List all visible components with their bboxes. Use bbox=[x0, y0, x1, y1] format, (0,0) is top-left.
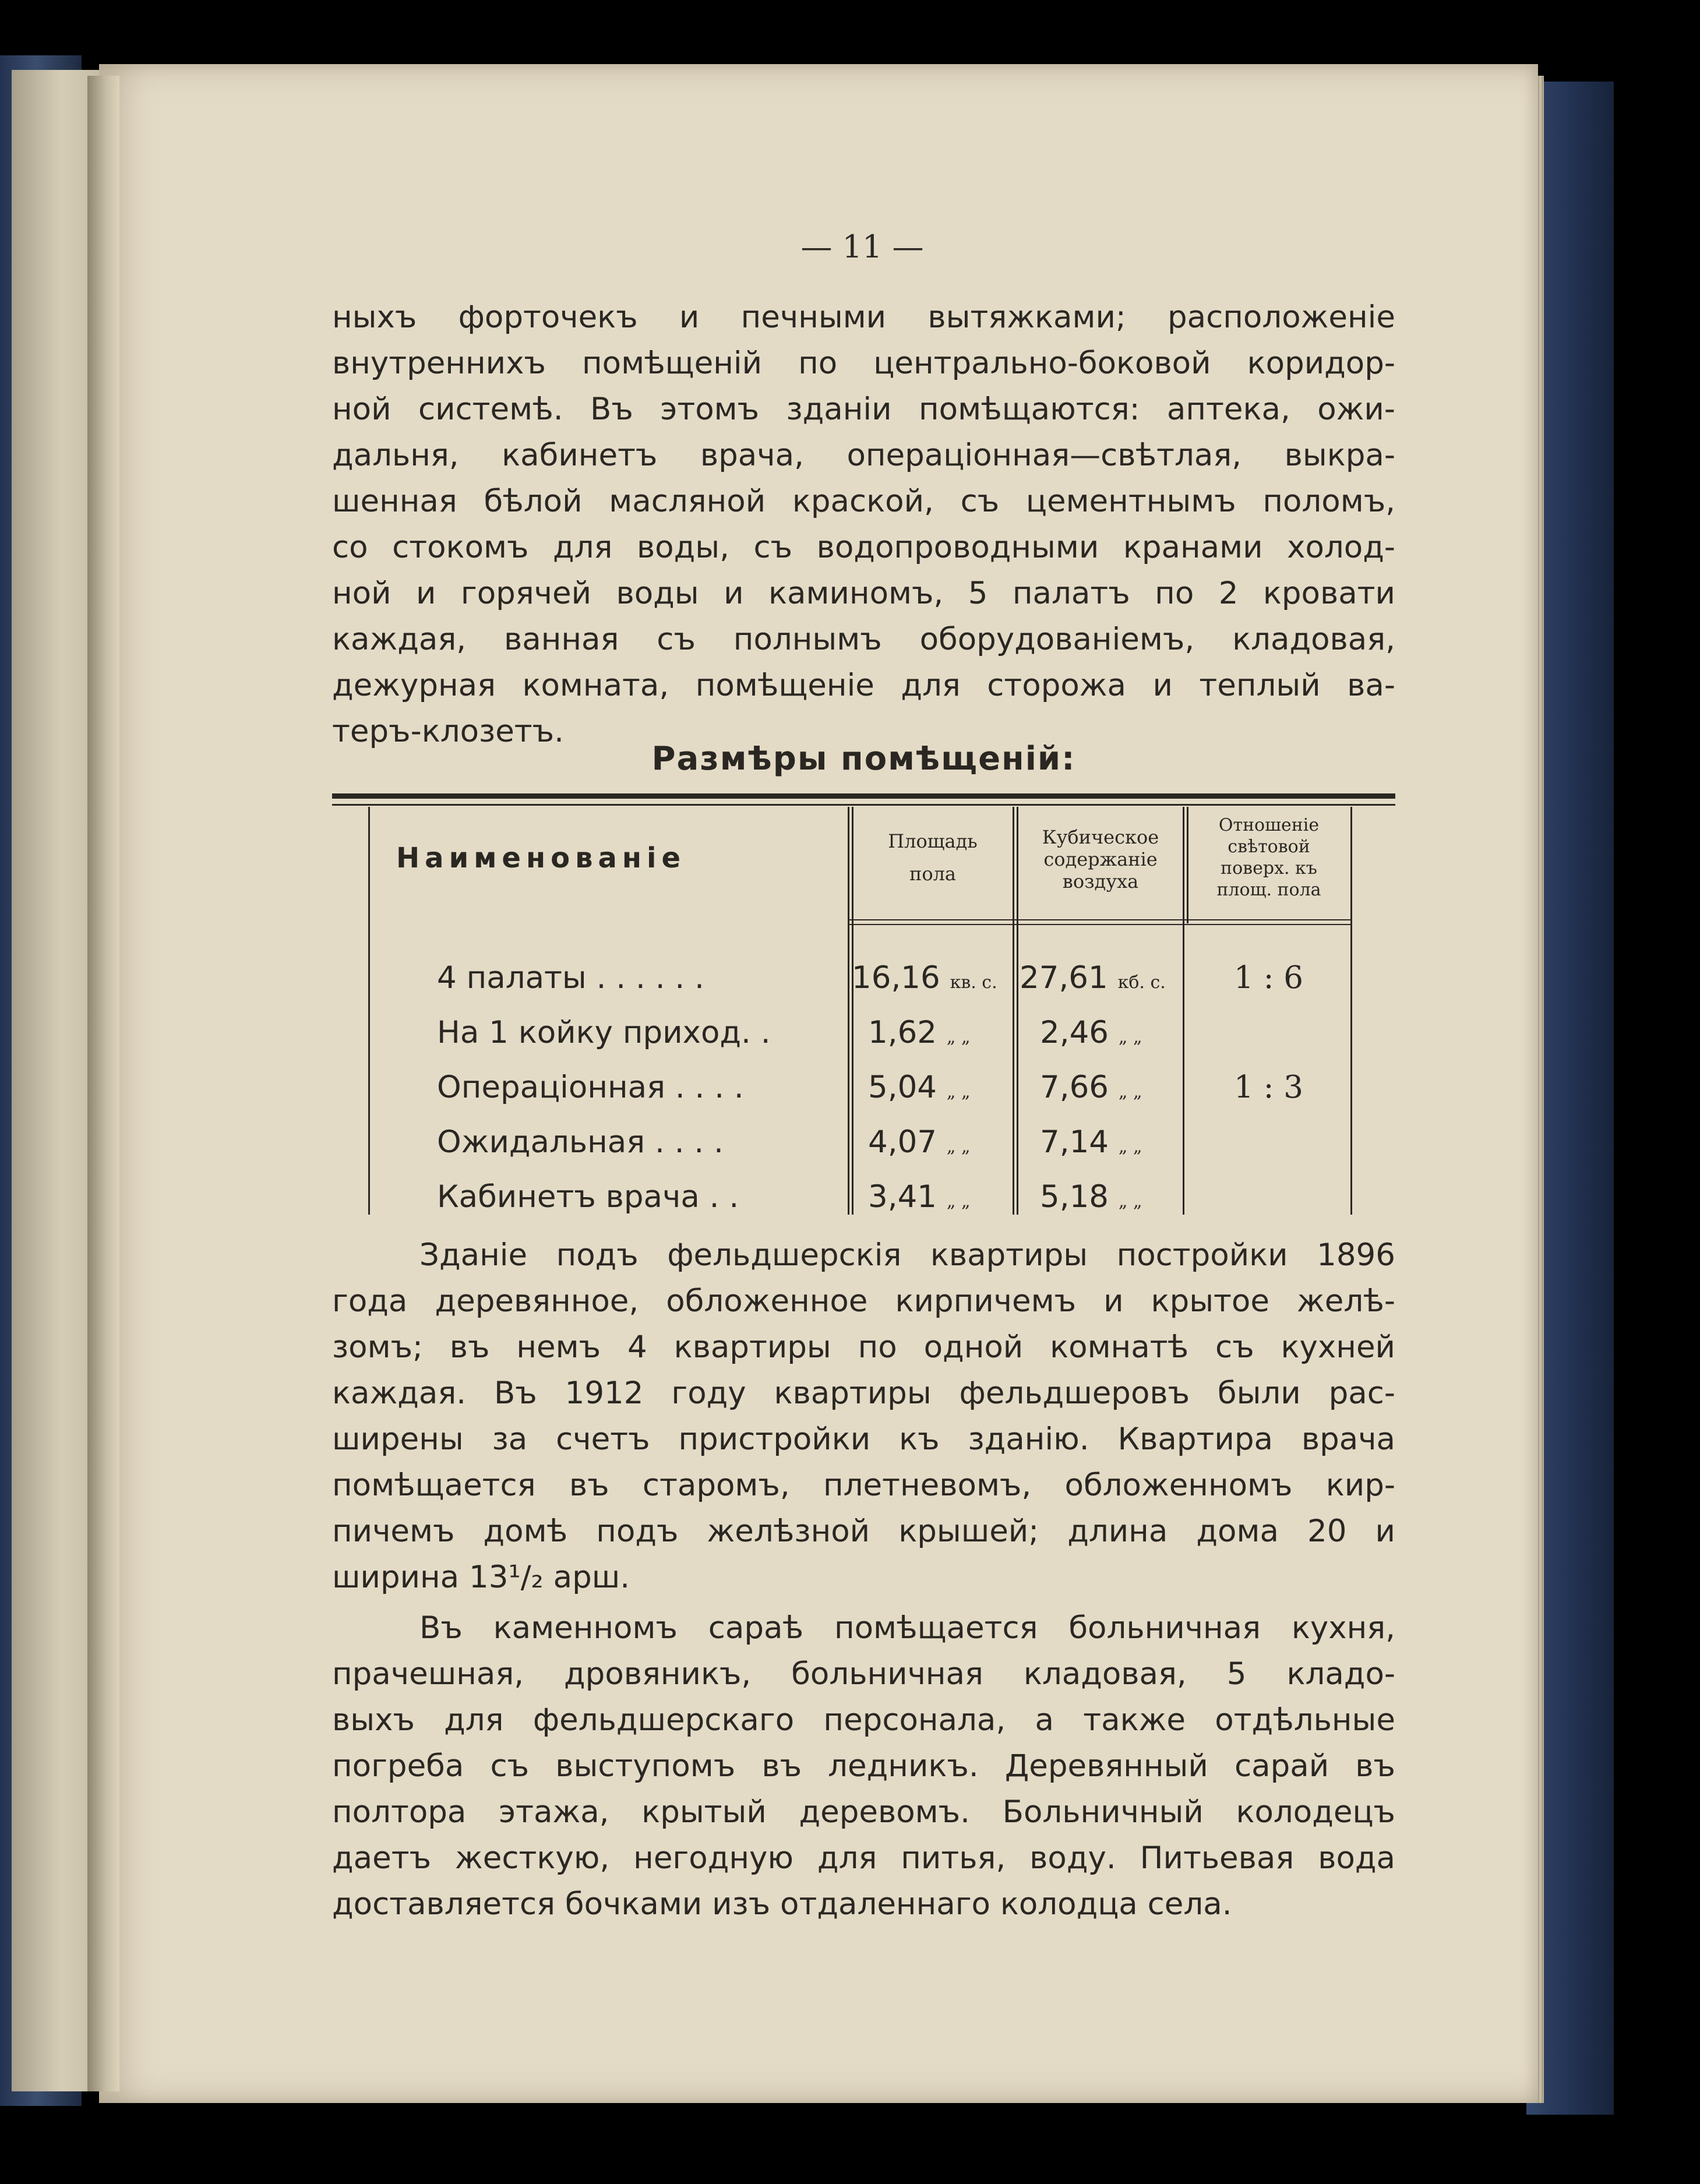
header-area bbox=[854, 830, 1011, 885]
text-line: ширина 13¹/₂ арш. bbox=[332, 1560, 630, 1595]
header-volume-line: воздуха bbox=[1062, 870, 1139, 892]
row-name: Операцiонная . . . . bbox=[437, 1070, 744, 1105]
paragraph-2 bbox=[332, 1232, 1395, 1600]
table-column-divider bbox=[1013, 807, 1014, 1215]
table-column-divider bbox=[1017, 807, 1018, 1215]
text-line: полтора этажа, крытый деревомъ. Больничный колодецъ bbox=[332, 1794, 1395, 1830]
text-line: доставляется бочками изъ отдаленнаго колодца села. bbox=[332, 1886, 1232, 1922]
row-area: 5,04 bbox=[868, 1070, 937, 1105]
row-area: 4,07 bbox=[868, 1124, 937, 1160]
row-name: 4 палаты . . . . . . bbox=[437, 960, 704, 996]
table-header-rule bbox=[848, 919, 1350, 920]
header-ratio-line: Отношенiе bbox=[1218, 815, 1320, 835]
row-volume: 5,18 bbox=[1040, 1179, 1109, 1215]
text-line: ной и горячей воды и каминомъ, 5 палатъ по 2 кровати bbox=[332, 576, 1395, 611]
table-top-rule bbox=[332, 793, 1395, 799]
paragraph-1 bbox=[332, 294, 1395, 754]
row-area-unit: „ „ bbox=[946, 1027, 971, 1047]
row-volume-unit: „ „ bbox=[1118, 1082, 1142, 1102]
header-ratio-line: площ. пола bbox=[1216, 880, 1321, 900]
table-top-rule-thin bbox=[332, 804, 1395, 806]
text-line: даетъ жесткую, негодную для питья, воду. Питьевая вода bbox=[332, 1840, 1395, 1876]
row-volume: 7,66 bbox=[1040, 1070, 1109, 1105]
table-header-rule bbox=[848, 924, 1350, 925]
book-spine bbox=[87, 76, 119, 2091]
text-line: каждая. Въ 1912 году квартиры фельдшеровъ были рас- bbox=[332, 1375, 1395, 1411]
row-area-unit: „ „ bbox=[946, 1137, 971, 1157]
text-line: года деревянное, обложенное кирпичемъ и крытое желѣ- bbox=[332, 1283, 1395, 1319]
page-number: — 11 — bbox=[800, 228, 924, 265]
text-line: помѣщается въ старомъ, плетневомъ, обложенномъ кир- bbox=[332, 1467, 1395, 1503]
row-name: Кабинетъ врача . . bbox=[437, 1179, 739, 1215]
row-ratio: 1 : 3 bbox=[1234, 1070, 1303, 1105]
text-line: прачешная, дровяникъ, больничная кладовая, 5 кладо- bbox=[332, 1656, 1395, 1692]
row-volume: 7,14 bbox=[1040, 1124, 1109, 1160]
text-line: внутреннихъ помѣщенiй по центрально-боковой коридор- bbox=[332, 345, 1395, 381]
row-volume-unit: кб. с. bbox=[1117, 972, 1166, 993]
header-area-line: пола bbox=[909, 863, 956, 885]
row-volume: 27,61 bbox=[1020, 960, 1108, 996]
table-title: Размѣры помѣщенiй: bbox=[651, 740, 1076, 778]
text-line: Зданiе подъ фельдшерскiя квартиры постройки 1896 bbox=[419, 1237, 1395, 1273]
text-line: зомъ; въ немъ 4 квартиры по одной комнатѣ съ кухней bbox=[332, 1329, 1395, 1365]
table-column-divider bbox=[852, 807, 853, 1215]
row-name: На 1 койку приход. . bbox=[437, 1015, 771, 1050]
row-area-unit: „ „ bbox=[946, 1191, 971, 1212]
header-ratio-line: поверх. къ bbox=[1221, 858, 1317, 878]
row-area-unit: кв. с. bbox=[950, 972, 997, 993]
header-volume-line: Кубическое bbox=[1042, 826, 1159, 848]
paragraph-3 bbox=[332, 1605, 1395, 1927]
table-border-left bbox=[368, 807, 370, 1215]
header-volume-line: содержанiе bbox=[1043, 848, 1158, 870]
row-area-unit: „ „ bbox=[946, 1082, 971, 1102]
row-area: 1,62 bbox=[868, 1015, 937, 1050]
header-ratio bbox=[1188, 814, 1349, 901]
text-line: ширены за счетъ пристройки къ зданiю. Квартира врача bbox=[332, 1421, 1395, 1457]
row-area: 3,41 bbox=[868, 1179, 937, 1215]
text-line: со стокомъ для воды, съ водопроводными кранами холод- bbox=[332, 530, 1395, 565]
text-line: каждая, ванная съ полнымъ оборудованiемъ, кладовая, bbox=[332, 622, 1395, 657]
text-line: пичемъ домѣ подъ желѣзной крышей; длина дома 20 и bbox=[332, 1513, 1395, 1549]
header-name: Наименованiе bbox=[396, 842, 686, 874]
row-volume-unit: „ „ bbox=[1118, 1191, 1142, 1212]
header-area-line: Площадь bbox=[888, 830, 978, 852]
text-line: выхъ для фельдшерскаго персонала, а также отдѣльные bbox=[332, 1702, 1395, 1738]
text-line: ной системѣ. Въ этомъ зданiи помѣщаются: аптека, ожи- bbox=[332, 391, 1395, 427]
text-line: шенная бѣлой масляной краской, съ цементнымъ поломъ, bbox=[332, 484, 1395, 519]
row-volume-unit: „ „ bbox=[1118, 1027, 1142, 1047]
text-line: дежурная комната, помѣщенiе для сторожа и теплый ва- bbox=[332, 668, 1395, 703]
text-line: ныхъ форточекъ и печными вытяжками; расположенiе bbox=[332, 299, 1395, 335]
header-ratio-line: свѣтовой bbox=[1228, 837, 1310, 857]
table-border-right bbox=[1350, 807, 1352, 1215]
row-name: Ожидальная . . . . bbox=[437, 1124, 724, 1160]
text-line: погреба съ выступомъ въ ледникъ. Деревянный сарай въ bbox=[332, 1748, 1395, 1784]
header-volume bbox=[1020, 826, 1181, 892]
table-column-divider bbox=[848, 807, 849, 1215]
table-column-divider bbox=[1183, 807, 1184, 1215]
text-line: Въ каменномъ сараѣ помѣщается больничная кухня, bbox=[419, 1610, 1395, 1646]
text-line: теръ-клозетъ. bbox=[332, 714, 564, 749]
text-line: дальня, кабинетъ врача, операцiонная—свѣтлая, выкра- bbox=[332, 437, 1395, 473]
row-area: 16,16 bbox=[852, 960, 940, 996]
row-volume: 2,46 bbox=[1040, 1015, 1109, 1050]
row-volume-unit: „ „ bbox=[1118, 1137, 1142, 1157]
row-ratio: 1 : 6 bbox=[1234, 960, 1303, 996]
